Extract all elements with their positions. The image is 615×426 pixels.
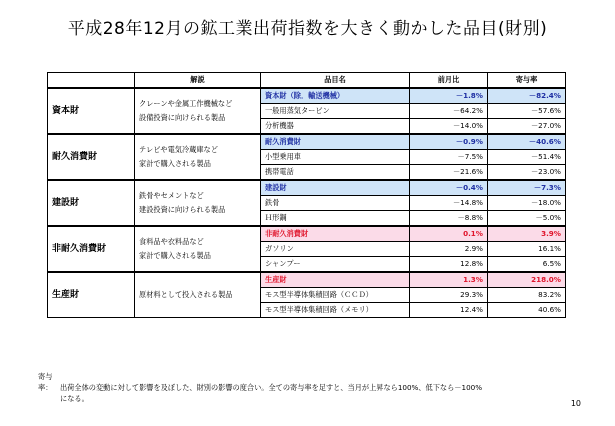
- contribution-value: －40.6%: [488, 134, 566, 150]
- mom-value: －7.5%: [410, 150, 488, 165]
- category-nondurable-consumer-goods: 非耐久消費財: [48, 226, 135, 272]
- mom-value: 29.3%: [410, 288, 488, 303]
- category-description: 原材料として投入される製品: [135, 272, 261, 318]
- footnote-text-line2: になる。: [60, 394, 89, 403]
- item-name: モス型半導体集積回路（ＣＣＤ）: [261, 288, 410, 303]
- contribution-value: 40.6%: [488, 303, 566, 318]
- page-number: 10: [570, 399, 581, 408]
- table-row: [48, 88, 566, 104]
- category-producer-goods: 生産財: [48, 272, 135, 318]
- item-name: 鉄骨: [261, 196, 410, 211]
- category-construction-goods: 建設財: [48, 180, 135, 226]
- item-name: シャンプー: [261, 257, 410, 273]
- footnote-label: 寄与率：: [38, 372, 53, 392]
- contribution-table: [47, 72, 566, 318]
- table-row: [48, 272, 566, 288]
- header-mom: 前月比: [410, 73, 488, 89]
- contribution-value: －51.4%: [488, 150, 566, 165]
- table-row: [48, 226, 566, 242]
- mom-value: 12.4%: [410, 303, 488, 318]
- table-row: [48, 180, 566, 196]
- item-name: 耐久消費財: [261, 134, 410, 150]
- header-contribution: 寄与率: [488, 73, 566, 89]
- category-durable-consumer-goods: 耐久消費財: [48, 134, 135, 180]
- mom-value: －14.0%: [410, 119, 488, 135]
- contribution-value: －5.0%: [488, 211, 566, 227]
- mom-value: －0.4%: [410, 180, 488, 196]
- header-item: 品目名: [261, 73, 410, 89]
- item-name: 携帯電話: [261, 165, 410, 181]
- mom-value: 2.9%: [410, 242, 488, 257]
- mom-value: －0.9%: [410, 134, 488, 150]
- contribution-value: 218.0%: [488, 272, 566, 288]
- footnote: [38, 371, 578, 404]
- item-name: モス型半導体集積回路（メモリ）: [261, 303, 410, 318]
- mom-value: －64.2%: [410, 104, 488, 119]
- contribution-value: －7.3%: [488, 180, 566, 196]
- contribution-value: 6.5%: [488, 257, 566, 273]
- item-name: 非耐久消費財: [261, 226, 410, 242]
- mom-value: 0.1%: [410, 226, 488, 242]
- mom-value: －21.6%: [410, 165, 488, 181]
- item-name: Ｈ形鋼: [261, 211, 410, 227]
- category-description: 食料品や衣料品など 家計で購入される製品: [135, 226, 261, 272]
- contribution-value: 83.2%: [488, 288, 566, 303]
- mom-value: －1.8%: [410, 88, 488, 104]
- contribution-value: －23.0%: [488, 165, 566, 181]
- footnote-text-line1: 出荷全体の変動に対して影響を及ぼした、財別の影響の度合い。全ての寄与率を足すと、当月が上昇なら100%、低下なら－100%: [60, 383, 483, 392]
- mom-value: 12.8%: [410, 257, 488, 273]
- header-category: [48, 73, 135, 89]
- page-title: 平成28年12月の鉱工業出荷指数を大きく動かした品目(財別): [67, 19, 548, 39]
- category-description: 鉄骨やセメントなど 建設投資に向けられる製品: [135, 180, 261, 226]
- category-description: クレーンや金属工作機械など 設備投資に向けられる製品: [135, 88, 261, 134]
- table-header-row: [48, 73, 566, 89]
- table-row: [48, 134, 566, 150]
- category-description: テレビや電気冷蔵庫など 家計で購入される製品: [135, 134, 261, 180]
- mom-value: －8.8%: [410, 211, 488, 227]
- mom-value: －14.8%: [410, 196, 488, 211]
- contribution-value: －27.0%: [488, 119, 566, 135]
- item-name: ガソリン: [261, 242, 410, 257]
- item-name: 一般用蒸気タービン: [261, 104, 410, 119]
- category-capital-goods: 資本財: [48, 88, 135, 134]
- item-name: 建設財: [261, 180, 410, 196]
- contribution-value: －82.4%: [488, 88, 566, 104]
- contribution-value: －18.0%: [488, 196, 566, 211]
- contribution-value: 3.9%: [488, 226, 566, 242]
- item-name: 小型乗用車: [261, 150, 410, 165]
- item-name: 分析機器: [261, 119, 410, 135]
- item-name: 生産財: [261, 272, 410, 288]
- mom-value: 1.3%: [410, 272, 488, 288]
- contribution-value: 16.1%: [488, 242, 566, 257]
- contribution-value: －57.6%: [488, 104, 566, 119]
- item-name: 資本財（除．輸送機械）: [261, 88, 410, 104]
- header-explanation: 解説: [135, 73, 261, 89]
